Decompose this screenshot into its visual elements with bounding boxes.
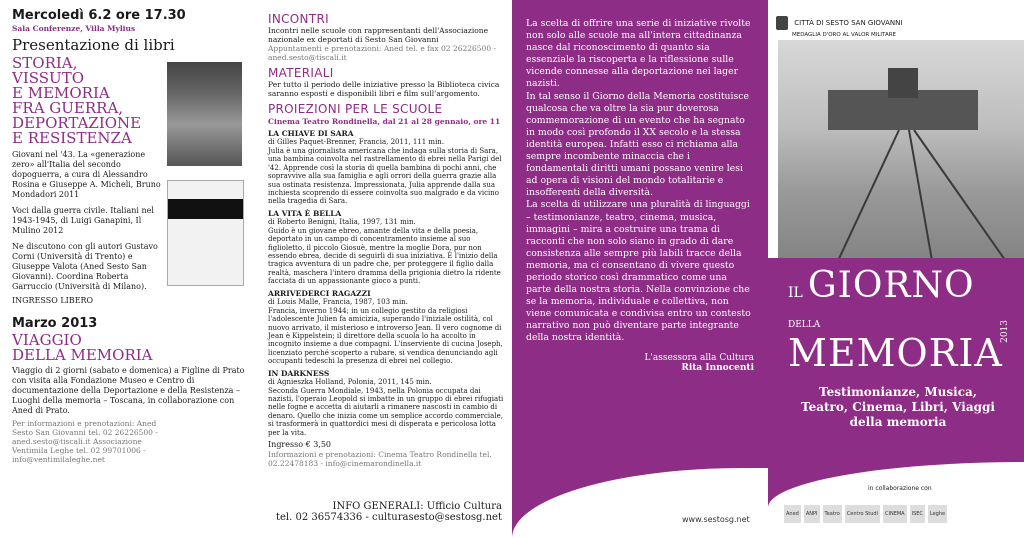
event-date: Marzo 2013 xyxy=(12,316,98,331)
section-heading: MATERIALI xyxy=(268,66,334,80)
white-curve xyxy=(512,468,768,538)
book-cover-image xyxy=(167,180,244,286)
book-2: Voci dalla guerra civile. Italiani nel 1943-1945, di Luigi Ganapini, Il Mulino 2012 xyxy=(12,206,154,235)
camp-photo xyxy=(778,40,1024,290)
section-info: Appuntamenti e prenotazioni: Aned tel. e fax 02 26226500 - aned.sesto@tiscali.it xyxy=(268,44,497,62)
column-intro xyxy=(512,0,768,538)
screening-venue: Cinema Teatro Rondinella, dal 21 al 28 gennaio, ore 11 xyxy=(268,117,501,126)
city-crest-icon xyxy=(776,16,788,30)
website: www.sestosg.net xyxy=(682,515,750,524)
book-cover-image xyxy=(167,62,242,166)
cover-title: IL GIORNO xyxy=(788,265,975,306)
collab-label: in collaborazione con xyxy=(868,485,932,492)
signature: L'assessora alla Cultura Rita Innocenti xyxy=(644,352,754,373)
intro-paragraph: In tal senso il Giorno della Memoria costituisce qualcosa che va oltre la sia pur doverosa commemorazione di un evento che ha segnato in modo così profondo il XX secolo e la stessa identità europea. Infatti esso ci richiama alla sempre incombente minaccia che i fondamentali diritti umani possano venire lesi ad opera di visioni del mondo totalitarie e insofferenti della diversità. xyxy=(526,90,749,199)
film-item: IN DARKNESS di Agnieszka Holland, Polonia, 2011, 145 min. Seconda Guerra Mondiale, 1943, nella Polonia occupata dai nazisti, l'operaio Leopold si imbatte in un gruppo di ebrei rifugiati nelle fogne e accetta di aiutarli a rimanere nascosti in cambio di denaro. Quello che inizia come un semplice accordo commerciale, si trasformerà in quattordici mesi di disperata e pericolosa lotta per la vita. xyxy=(268,368,504,437)
event-type: Presentazione di libri xyxy=(12,36,175,54)
event-date: Mercoledì 6.2 ore 17.30 xyxy=(12,8,186,23)
trip-info: Per informazioni e prenotazioni: Aned Sesto San Giovanni tel. 02 26226500 - aned.sesto@tiscali.it Associazione Ventimila Leghe tel. 02 99701006 - info@ventimilaleghe.net xyxy=(12,419,158,464)
sponsor-logos: Aned ANPI Teatro Centro Studi CINEMA ISEC Leghe xyxy=(784,500,950,523)
event-venue: Sala Conferenze, Villa Mylius xyxy=(12,24,136,33)
column-cover xyxy=(768,0,1024,538)
general-info: INFO GENERALI: Ufficio Cultura tel. 02 36574336 - culturasesto@sestosg.net xyxy=(275,501,502,523)
cinema-info: Informazioni e prenotazioni: Cinema Teatro Rondinella tel. 02.22478183 - info@cinemarondinella.it xyxy=(268,449,492,468)
column-books xyxy=(0,0,258,538)
ticket-price: Ingresso € 3,50 xyxy=(268,439,332,449)
section-text: Per tutto il periodo delle iniziative presso la Biblioteca civica saranno esposti e disponibili libri e film sull'argomento. xyxy=(268,80,500,98)
film-item: ARRIVEDERCI RAGAZZI di Louis Malle, Francia, 1987, 103 min. Francia, inverno 1944; in un collegio gestito da religiosi l'adolescente Julien fa amicizia, superando l'iniziale ostilità, col nuovo arrivato, il misterioso e introverso Jean. Il vero cognome di Jean è Kippelstein; il direttore della scuola lo ha accolto in incognito insieme a due compagni. L'inserviente di cucina Joseph, licenziato perché scoperto a rubare, si vendica denunciando agli occupanti tedeschi la presenza di ebrei nel collegio. xyxy=(268,288,503,366)
section-text: Incontri nelle scuole con rappresentanti dell'Associazione nazionale ex deportati di Sesto San Giovanni xyxy=(268,26,489,44)
free-entry: INGRESSO LIBERO xyxy=(12,296,94,305)
film-item: LA CHIAVE DI SARA di Gilles Paquet-Brenner, Francia, 2011, 111 min. Julia è una giornalista americana che indaga sulla storia di Sara, una bambina coinvolta nel rastrellamento di ebrei nella Parigi del '42. Apprende così la storia di quella bambina di pochi anni, che sopravvive alla sua famiglia e agli orrori della guerra grazie alla sua ostinata resistenza. Impressionata, Julia apprende dalla sua inchiesta scoprendo di essere coinvolta suo malgrado e da vicino nella tragedia di Sara. xyxy=(268,129,502,206)
cover-subtitle: Testimonianze, Musica, Teatro, Cinema, Libri, Viaggi della memoria xyxy=(801,385,995,429)
film-item: LA VITA È BELLA di Roberto Benigni, Italia, 1997, 131 min. Guido è un giovane ebreo, amante della vita e della poesia, deportato in un campo di concentramento insieme al suo figlioletto, il piccolo Giosuè, mentre la moglie Dora, pur non essendo ebrea, decide di seguirli di sua iniziativa. È l'inizio della tragica avventura di un padre che, per proteggere il figlio dalla realtà, maschera l'intero dramma della prigionia dietro la ridente facciata di un appassionante gioco a punti. xyxy=(268,208,501,286)
city-logo: CITTÀ DI SESTO SAN GIOVANNI xyxy=(776,16,902,30)
section-heading: PROIEZIONI PER LE SCUOLE xyxy=(268,102,443,116)
year: 2013 xyxy=(1000,320,1010,343)
section-heading: INCONTRI xyxy=(268,12,329,26)
trip-description: Viaggio di 2 giorni (sabato e domenica) a Figline di Prato con visita alla Fondazione Museo e Centro di documentazione della Deportazione e della Resistenza – Luoghi della memoria – Toscana, in collaborazione con Aned di Prato. xyxy=(12,366,245,415)
intro-paragraph: La scelta di offrire una serie di iniziative rivolte non solo alle scuole ma all'intera cittadinanza nasce dal riconoscimento di quanto sia essenziale la riscoperta e la riflessione sulle vicende connesse alla deportazione nei lager nazisti. xyxy=(526,18,751,90)
book-1: Giovani nel '43. La «generazione zero» all'Italia del secondo dopoguerra, a cura di Alessandro Rosina e Giuseppe A. Micheli, Bruno Mondadori 2011 xyxy=(12,150,161,199)
cover-title: DELLA MEMORIA xyxy=(788,320,1003,375)
film-list xyxy=(268,129,504,437)
column-events xyxy=(262,0,510,538)
intro-paragraph: La scelta di utilizzare una pluralità di linguaggi – testimonianze, teatro, cinema, musica, immagini – mira a costruire una trama di racconti che non solo siano in grado di dare consistenza alle sempre più labili tracce della memoria, ma ci consentano di vivere questo periodo storico così drammatico come una parte della nostra storia. Nella convinzione che se la memoria, individuale e collettiva, non viene comunicata e condivisa entro un contesto narrativo non può diventare parte integrante della nostra identità. xyxy=(526,199,751,344)
discussion: Ne discutono con gli autori Gustavo Corni (Università di Trento) e Giuseppe Valota (Aned Sesto San Giovanni). Coordina Roberta Garruccio (Università di Milano). xyxy=(12,242,158,291)
medal-text: MEDAGLIA D'ORO AL VALOR MILITARE xyxy=(792,32,897,38)
event-title: STORIA, VISSUTO E MEMORIA FRA GUERRA, DEPORTAZIONE E RESISTENZA xyxy=(12,54,142,147)
event-title: VIAGGIO DELLA MEMORIA xyxy=(12,331,153,364)
